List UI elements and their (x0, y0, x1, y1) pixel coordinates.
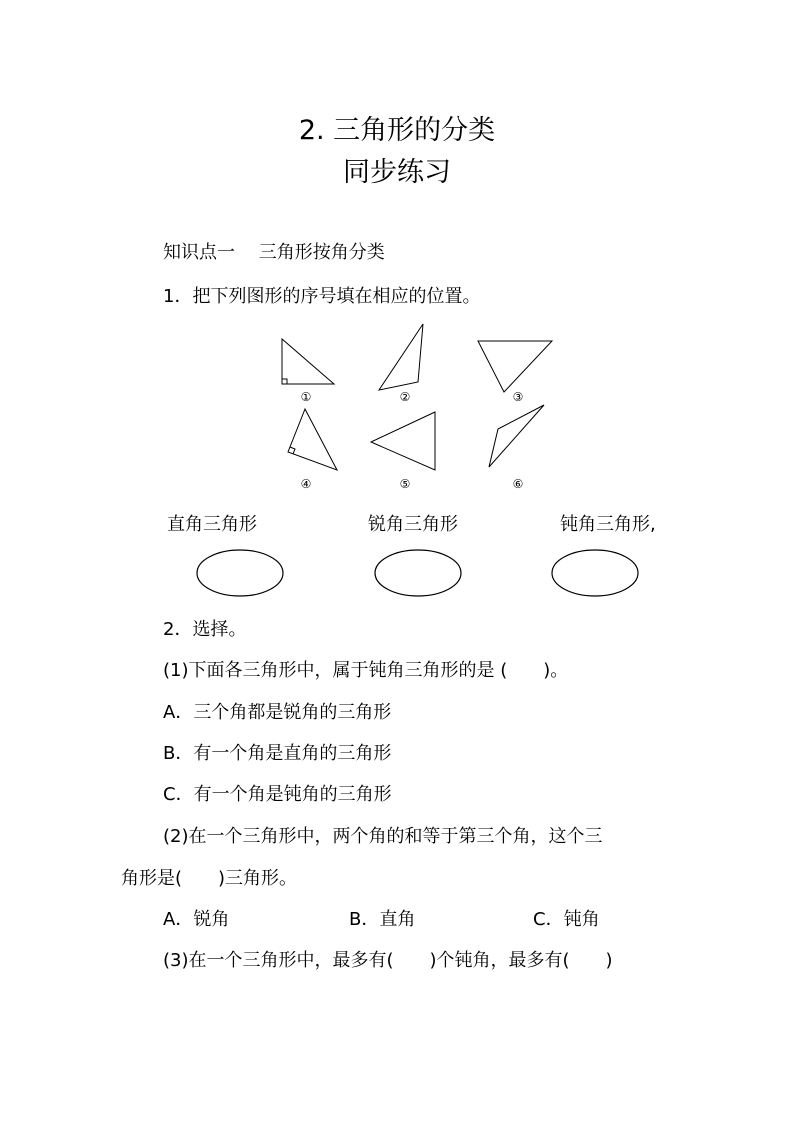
question-2-prompt: 选择。 (192, 619, 247, 640)
answer-oval-obtuse[interactable] (552, 550, 638, 596)
figure-label-2: ② (399, 390, 411, 404)
question-2-number: 2． (163, 619, 193, 640)
page-subtitle: 同步练习 (343, 157, 451, 188)
question-1-prompt: 把下列图形的序号填在相应的位置。 (192, 286, 481, 307)
question-2 (163, 615, 246, 641)
category-acute-triangle: 锐角三角形 (368, 514, 458, 535)
triangle-6 (489, 405, 544, 467)
figure-label-5: ⑤ (399, 477, 411, 491)
figure-label-1: ① (300, 390, 312, 404)
question-2-1-option-b: B．有一个角是直角的三角形 (163, 743, 392, 764)
figure-label-6: ⑥ (512, 477, 524, 491)
answer-oval-right[interactable] (197, 550, 283, 596)
question-2-1-option-c: C．有一个角是钝角的三角形 (163, 784, 392, 805)
page-title: 2. 三角形的分类 (298, 115, 496, 146)
right-angle-mark-1 (282, 379, 287, 384)
question-2-2-option-c: C．钝角 (533, 909, 600, 930)
question-1-number: 1． (163, 286, 193, 307)
question-2-2-text-line1: (2)在一个三角形中，两个角的和等于第三个角，这个三 (163, 826, 603, 847)
question-2-1-option-a: A．三个角都是锐角的三角形 (163, 702, 392, 723)
question-2-2-text-line2: 角形是( )三角形。 (121, 868, 298, 889)
section-heading: 知识点一 三角形按角分类 (163, 242, 385, 263)
triangle-1 (282, 339, 334, 384)
figure-label-4: ④ (300, 477, 312, 491)
answer-oval-acute[interactable] (375, 550, 461, 596)
question-2-3-text: (3)在一个三角形中，最多有( )个钝角，最多有( ) (163, 950, 613, 971)
question-2-2-option-b: B．直角 (349, 909, 416, 930)
category-right-triangle: 直角三角形 (167, 514, 257, 535)
triangle-2 (379, 324, 423, 390)
question-2-2-option-a: A．锐角 (163, 909, 230, 930)
triangle-4 (288, 409, 337, 470)
triangle-5 (371, 412, 435, 470)
category-obtuse-triangle: 钝角三角形, (560, 514, 656, 535)
figure-label-3: ③ (512, 390, 524, 404)
triangle-3 (478, 341, 552, 392)
question-2-1-text: (1)下面各三角形中，属于钝角三角形的是 ( )。 (163, 660, 569, 681)
